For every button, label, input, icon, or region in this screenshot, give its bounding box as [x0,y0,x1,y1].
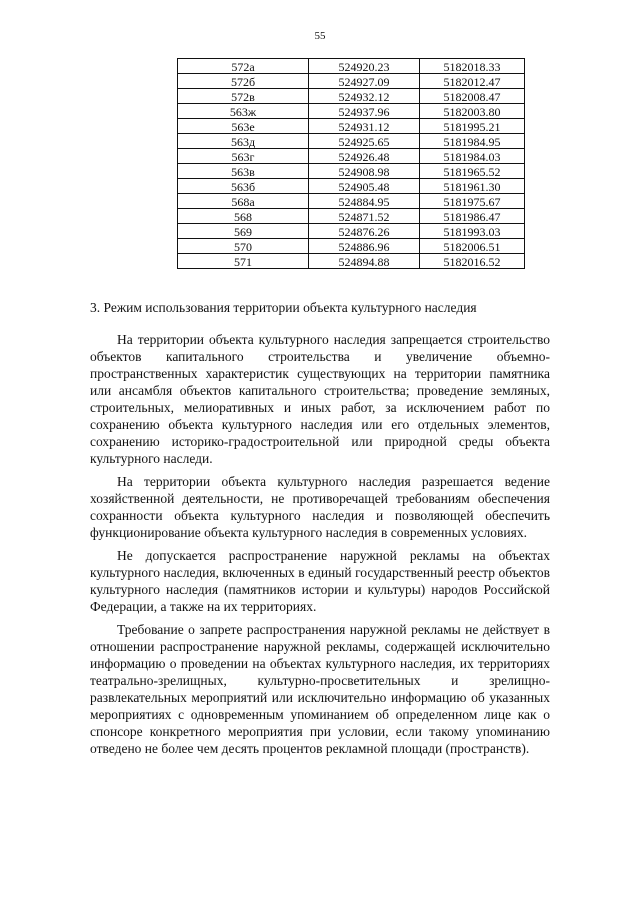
x-coordinate-cell: 524886.96 [309,239,420,254]
point-number-cell: 571 [178,254,309,269]
x-coordinate-cell: 524927.09 [309,74,420,89]
point-number-cell: 570 [178,239,309,254]
point-number-cell: 568а [178,194,309,209]
coordinates-table-body [178,59,525,269]
y-coordinate-cell: 5182018.33 [420,59,525,74]
y-coordinate-cell: 5181984.03 [420,149,525,164]
point-number-cell: 569 [178,224,309,239]
table-row [178,254,525,269]
table-row [178,74,525,89]
table-row [178,194,525,209]
y-coordinate-cell: 5181984.95 [420,134,525,149]
table-row [178,209,525,224]
x-coordinate-cell: 524932.12 [309,89,420,104]
point-number-cell: 572а [178,59,309,74]
x-coordinate-cell: 524925.65 [309,134,420,149]
y-coordinate-cell: 5181975.67 [420,194,525,209]
x-coordinate-cell: 524905.48 [309,179,420,194]
paragraph-advertising-exception: Требование о запрете распространения наружной рекламы не действует в отношении распространение наружной рекламы, содержащей исключительно информацию о проведении на объектах культурного наследия, их территориях театрально-зрелищных, культурно-просветительных и зрелищно-развлекательных мероприятий или исключительно информацию об указанных мероприятиях с одновременным упоминанием об определенном лице как о спонсоре конкретного мероприятия при условии, если такому упоминанию отведено не более чем десять процентов рекламной площади (пространств). [90,622,550,756]
paragraph-prohibitions: На территории объекта культурного наследия запрещается строительство объектов капитального строительства и увеличение объемно-пространственных характеристик существующих на территории памятника или ансамбля объектов капитального строительства; проведение земляных, строительных, мелиоративных и иных работ, за исключением работ по сохранению объекта культурного наследия или его отдельных элементов, сохранению историко-градостроительной или природной среды объекта культурного наследи. [90,332,550,466]
y-coordinate-cell: 5182016.52 [420,254,525,269]
x-coordinate-cell: 524920.23 [309,59,420,74]
x-coordinate-cell: 524931.12 [309,119,420,134]
point-number-cell: 563ж [178,104,309,119]
y-coordinate-cell: 5181961.30 [420,179,525,194]
table-row [178,89,525,104]
x-coordinate-cell: 524871.52 [309,209,420,224]
point-number-cell: 563в [178,164,309,179]
table-row [178,119,525,134]
y-coordinate-cell: 5181995.21 [420,119,525,134]
y-coordinate-cell: 5181986.47 [420,209,525,224]
table-row [178,164,525,179]
point-number-cell: 568 [178,209,309,224]
x-coordinate-cell: 524937.96 [309,104,420,119]
point-number-cell: 572б [178,74,309,89]
y-coordinate-cell: 5181993.03 [420,224,525,239]
table-row [178,239,525,254]
point-number-cell: 572в [178,89,309,104]
table-row [178,134,525,149]
x-coordinate-cell: 524894.88 [309,254,420,269]
paragraph-advertising-ban: Не допускается распространение наружной рекламы на объектах культурного наследия, включенных в единый государственный реестр объектов культурного наследия (памятников истории и культуры) народов Российской Федерации, а также на их территориях. [90,548,550,614]
x-coordinate-cell: 524908.98 [309,164,420,179]
point-number-cell: 563б [178,179,309,194]
section-heading: 3. Режим использования территории объекта культурного наследия [90,300,477,315]
table-row [178,179,525,194]
y-coordinate-cell: 5182012.47 [420,74,525,89]
table-row [178,224,525,239]
coordinates-table [177,58,525,269]
section-body [90,331,550,763]
x-coordinate-cell: 524876.26 [309,224,420,239]
page-number: 55 [314,30,326,42]
table-row [178,59,525,74]
y-coordinate-cell: 5182008.47 [420,89,525,104]
table-row [178,104,525,119]
x-coordinate-cell: 524926.48 [309,149,420,164]
paragraph-permitted-activity: На территории объекта культурного наследия разрешается ведение хозяйственной деятельности, не противоречащей требованиям обеспечения сохранности объекта культурного наследия и позволяющей обеспечить функционирование объекта культурного наследия в современных условиях. [90,474,550,540]
x-coordinate-cell: 524884.95 [309,194,420,209]
y-coordinate-cell: 5182003.80 [420,104,525,119]
y-coordinate-cell: 5181965.52 [420,164,525,179]
point-number-cell: 563г [178,149,309,164]
table-row [178,149,525,164]
y-coordinate-cell: 5182006.51 [420,239,525,254]
point-number-cell: 563д [178,134,309,149]
point-number-cell: 563е [178,119,309,134]
